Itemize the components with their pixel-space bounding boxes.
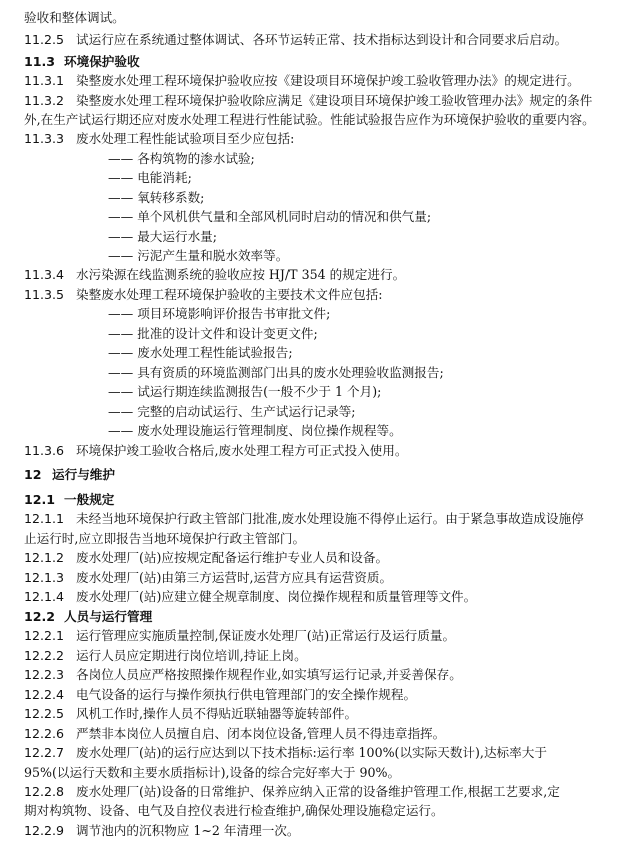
clause-text: 验收和整体调试。 [24,10,125,25]
clause-text: —— 氧转移系数; [108,190,205,205]
list-item [54,402,621,422]
clause-number: 12.2.9 [24,823,65,838]
clause-text: 严禁非本岗位人员擅自启、闭本岗位设备,管理人员不得违章指挥。 [76,726,446,741]
paragraph-line [0,265,621,285]
clause-number: 11.3.4 [24,267,65,282]
clause-text: —— 电能消耗; [108,170,192,185]
clause-text: —— 批准的设计文件和设计变更文件; [108,326,318,341]
clause-text: 运行管理应实施质量控制,保证废水处理厂(站)正常运行及运行质量。 [76,628,456,643]
clause-text: 一般规定 [64,492,115,507]
clause-text: —— 单个风机供气量和全部风机同时启动的情况和供气量; [108,209,432,224]
paragraph-line [0,587,621,607]
clause-text: 调节池内的沉积物应 1~2 年清理一次。 [76,823,300,838]
clause-text: 各岗位人员应严格按照操作规程作业,如实填写运行记录,并妥善保存。 [76,667,462,682]
clause-text: —— 废水处理工程性能试验报告; [108,345,293,360]
section-heading [0,490,621,510]
paragraph-line [0,568,621,588]
list-item [54,304,621,324]
clause-text: —— 最大运行水量; [108,229,217,244]
clause-text: 废水处理厂(站)应按规定配备运行维护专业人员和设备。 [76,550,389,565]
clause-text: 外,在生产试运行期还应对废水处理工程进行性能试验。性能试验报告应作为环境保护验收的重要内容。 [24,112,595,127]
list-item [54,382,621,402]
list-item [54,324,621,344]
clause-text: 环境保护竣工验收合格后,废水处理工程方可正式投入使用。 [76,443,408,458]
clause-text: 运行与维护 [52,467,115,482]
clause-text: —— 完整的启动试运行、生产试运行记录等; [108,404,356,419]
clause-text: —— 污泥产生量和脱水效率等。 [108,248,289,263]
clause-number: 12.2.3 [24,667,65,682]
clause-text: 染整废水处理工程环境保护验收应按《建设项目环境保护竣工验收管理办法》的规定进行。 [76,73,580,88]
clause-text: 试运行应在系统通过整体调试、各环节运转正常、技术指标达到设计和合同要求后启动。 [76,32,568,47]
clause-text: 废水处理工程性能试验项目至少应包括: [76,131,295,146]
clause-number: 12.2.2 [24,648,65,663]
list-item [54,343,621,363]
clause-number: 12.2.8 [24,784,65,799]
clause-number: 12.1.1 [24,511,65,526]
clause-number: 11.3.2 [24,93,65,108]
clause-text: —— 废水处理设施运行管理制度、岗位操作规程等。 [108,423,402,438]
paragraph-line [0,285,621,305]
paragraph-line [0,743,621,763]
list-item [54,168,621,188]
paragraph-line [0,129,621,149]
clause-text: 电气设备的运行与操作须执行供电管理部门的安全操作规程。 [76,687,417,702]
clause-text: 水污染源在线监测系统的验收应按 HJ/T 354 的规定进行。 [76,267,406,282]
paragraph-line [0,665,621,685]
list-item [54,246,621,266]
paragraph-line [0,626,621,646]
clause-text: 环境保护验收 [64,54,140,69]
clause-text: —— 各构筑物的渗水试验; [108,151,255,166]
clause-text: 废水处理厂(站)的运行应达到以下技术指标:运行率 100%(以实际天数计),达标率大于 [76,745,547,760]
clause-text: 废水处理厂(站)应建立健全规章制度、岗位操作规程和质量管理等文件。 [76,589,477,604]
clause-text: 运行人员应定期进行岗位培训,持证上岗。 [76,648,307,663]
clause-number: 12.2.6 [24,726,65,741]
list-item [54,188,621,208]
clause-number: 12.2.7 [24,745,65,760]
paragraph-line [0,30,621,50]
clause-number: 12.1.2 [24,550,65,565]
clause-text: 风机工作时,操作人员不得贴近联轴器等旋转部件。 [76,706,358,721]
section-heading [0,607,621,627]
clause-number: 12.2.4 [24,687,65,702]
clause-text: 废水处理厂(站)设备的日常维护、保养应纳入正常的设备维护管理工作,根据工艺要求,定 [76,784,560,799]
paragraph-line [0,801,621,821]
clause-text: 未经当地环境保护行政主管部门批准,废水处理设施不得停止运行。由于紧急事故造成设施停 [76,511,584,526]
paragraph-line [0,441,621,461]
paragraph-line [0,821,621,841]
section-heading [0,52,621,72]
paragraph-line [0,509,621,529]
clause-text: —— 具有资质的环境监测部门出具的废水处理验收监测报告; [108,365,444,380]
clause-number: 11.3.6 [24,443,65,458]
clause-number: 11.2.5 [24,32,65,47]
paragraph-line [0,548,621,568]
paragraph-line [0,8,621,28]
paragraph-line [0,71,621,91]
clause-text: 染整废水处理工程环境保护验收除应满足《建设项目环境保护竣工验收管理办法》规定的条件 [76,93,593,108]
clause-text: 人员与运行管理 [64,609,153,624]
clause-number: 12.1.3 [24,570,65,585]
clause-number: 11.3 [24,54,56,69]
list-item [54,149,621,169]
list-item [54,207,621,227]
clause-number: 12.1.4 [24,589,65,604]
clause-number: 11.3.1 [24,73,65,88]
clause-number: 12 [24,467,42,482]
clause-text: —— 试运行期连续监测报告(一般不少于 1 个月); [108,384,382,399]
clause-text: 95%(以运行天数和主要水质指标计),设备的综合完好率大于 90%。 [24,765,401,780]
paragraph-line [0,646,621,666]
clause-number: 12.2.5 [24,706,65,721]
list-item [54,363,621,383]
paragraph-line [0,685,621,705]
clause-number: 12.1 [24,492,56,507]
paragraph-line [0,529,621,549]
clause-number: 12.2 [24,609,56,624]
paragraph-line [0,724,621,744]
paragraph-line [0,110,621,130]
clause-number: 11.3.3 [24,131,65,146]
paragraph-line [0,782,621,802]
paragraph-line [0,91,621,111]
clause-text: 止运行时,应立即报告当地环境保护行政主管部门。 [24,531,306,546]
list-item [54,227,621,247]
section-heading [0,465,621,485]
clause-number: 11.3.5 [24,287,65,302]
clause-text: 期对构筑物、设备、电气及自控仪表进行检查维护,确保处理设施稳定运行。 [24,803,444,818]
list-item [54,421,621,441]
clause-text: 染整废水处理工程环境保护验收的主要技术文件应包括: [76,287,383,302]
clause-number: 12.2.1 [24,628,65,643]
clause-text: 废水处理厂(站)由第三方运营时,运营方应具有运营资质。 [76,570,393,585]
clause-text: —— 项目环境影响评价报告书审批文件; [108,306,331,321]
paragraph-line [0,704,621,724]
paragraph-line [0,763,621,783]
